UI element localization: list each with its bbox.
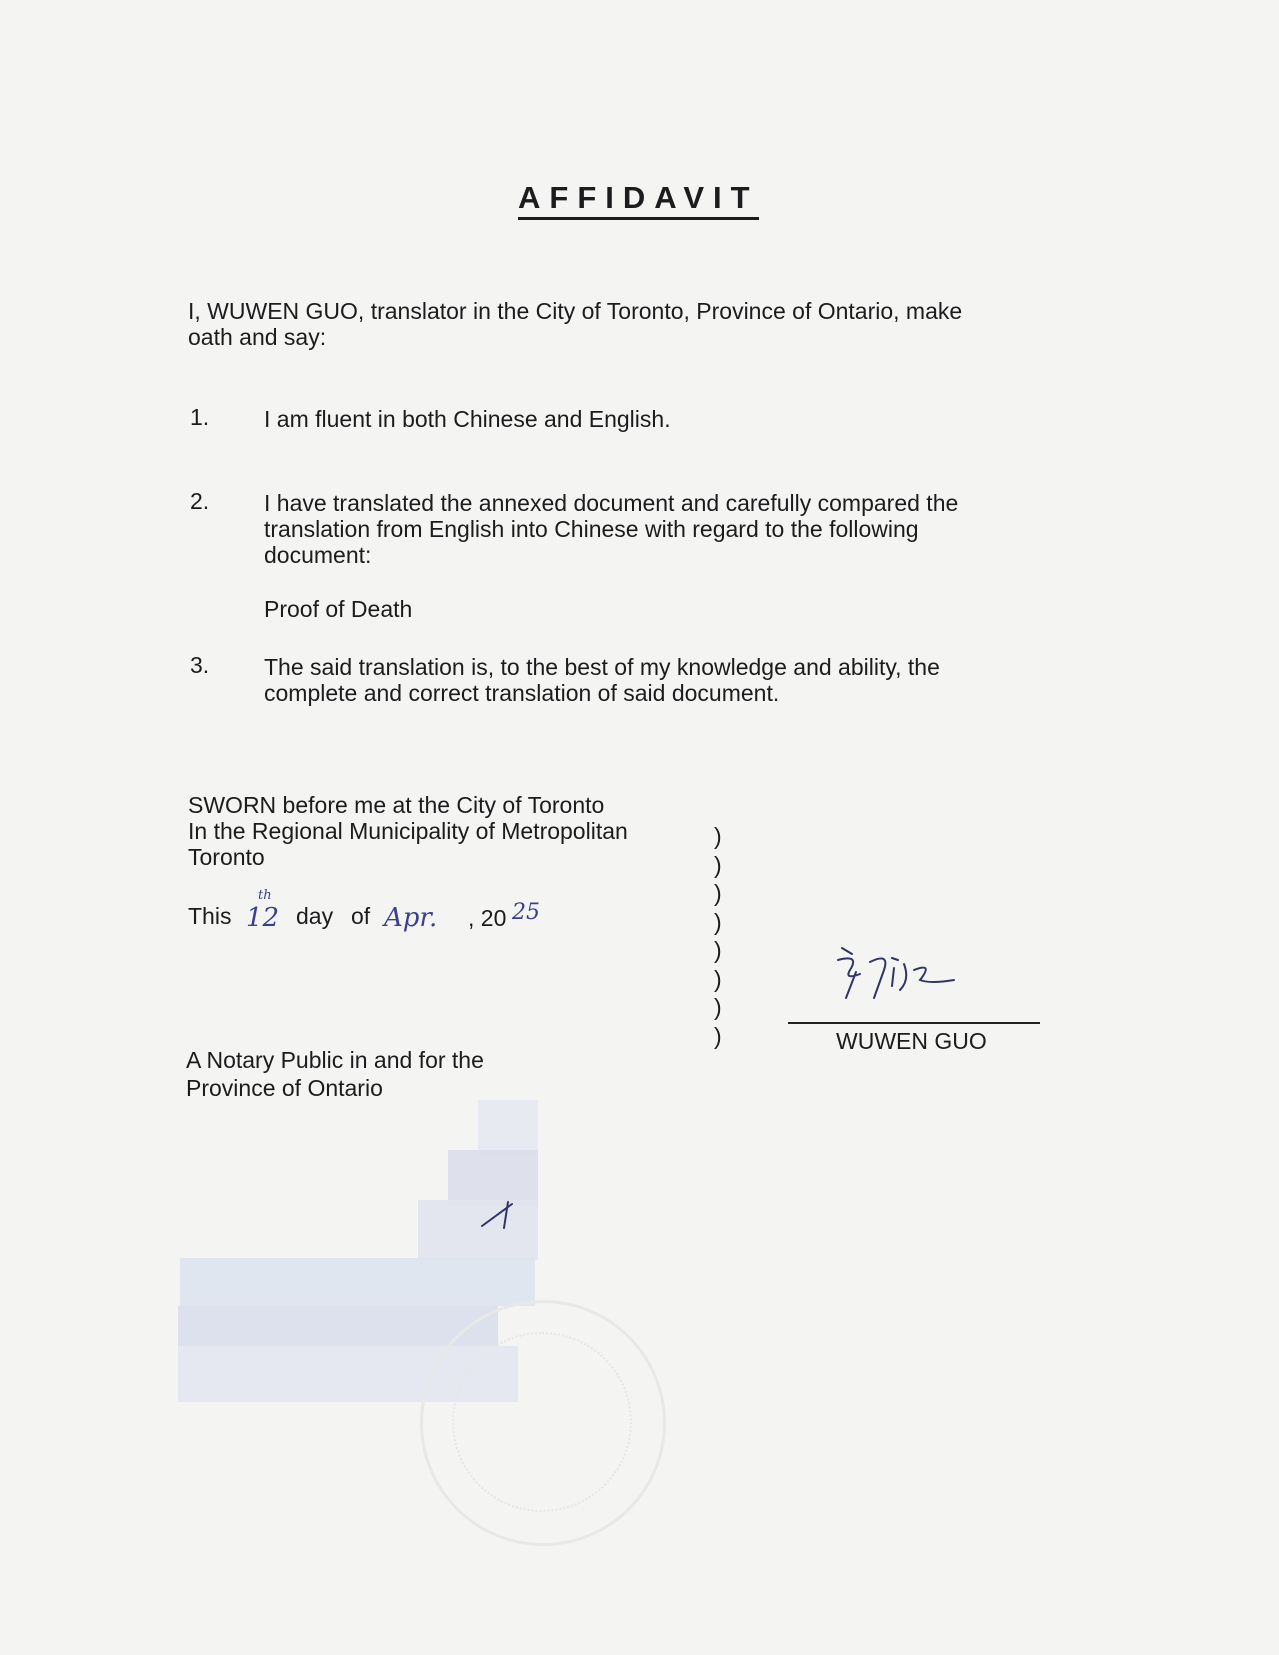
document-name: Proof of Death [264, 596, 413, 622]
item-3-line-1: The said translation is, to the best of my knowledge and ability, the [264, 654, 940, 680]
jurat-line-3: Toronto [188, 844, 265, 870]
intro-line-2: oath and say: [188, 324, 327, 350]
item-number-3: 3. [190, 652, 210, 678]
signer-name: WUWEN GUO [836, 1028, 987, 1054]
parenthesis-column [714, 822, 722, 1050]
parenthesis: ) [714, 880, 722, 906]
item-2-line-3: document: [264, 542, 372, 568]
parenthesis: ) [714, 937, 722, 963]
handwritten-month: Apr. [384, 903, 438, 933]
notary-line-1: A Notary Public in and for the [186, 1047, 484, 1073]
item-number-1: 1. [190, 404, 210, 430]
day-label: day [296, 903, 334, 929]
notary-pen-mark [478, 1192, 518, 1237]
of-label: of [351, 903, 371, 929]
handwritten-year: 25 [512, 900, 540, 925]
handwritten-day-suffix: th [258, 888, 272, 903]
handwritten-day: 12 [246, 903, 280, 933]
parenthesis: ) [714, 965, 722, 992]
item-2-line-2: translation from English into Chinese with regard to the following [264, 516, 919, 542]
document-title: AFFIDAVIT [518, 180, 759, 220]
embossed-seal-inner [452, 1332, 632, 1512]
parenthesis: ) [714, 994, 722, 1020]
parenthesis: ) [714, 1022, 722, 1049]
item-1-line-1: I am fluent in both Chinese and English. [264, 406, 671, 432]
parenthesis: ) [714, 908, 722, 935]
notary-line-2: Province of Ontario [186, 1075, 383, 1101]
signature-line [788, 1022, 1040, 1024]
year-prefix: , 20 [468, 905, 507, 931]
signature [830, 940, 970, 1015]
parenthesis: ) [714, 823, 722, 849]
jurat-line-2: In the Regional Municipality of Metropolitan [188, 818, 628, 844]
parenthesis: ) [714, 851, 722, 878]
item-2-line-1: I have translated the annexed document and carefully compared the [264, 490, 959, 516]
intro-line-1: I, WUWEN GUO, translator in the City of Toronto, Province of Ontario, make [188, 298, 963, 324]
item-number-2: 2. [190, 488, 210, 514]
item-3-line-2: complete and correct translation of said document. [264, 680, 780, 706]
jurat-line-1: SWORN before me at the City of Toronto [188, 792, 605, 818]
this-label: This [188, 903, 232, 929]
